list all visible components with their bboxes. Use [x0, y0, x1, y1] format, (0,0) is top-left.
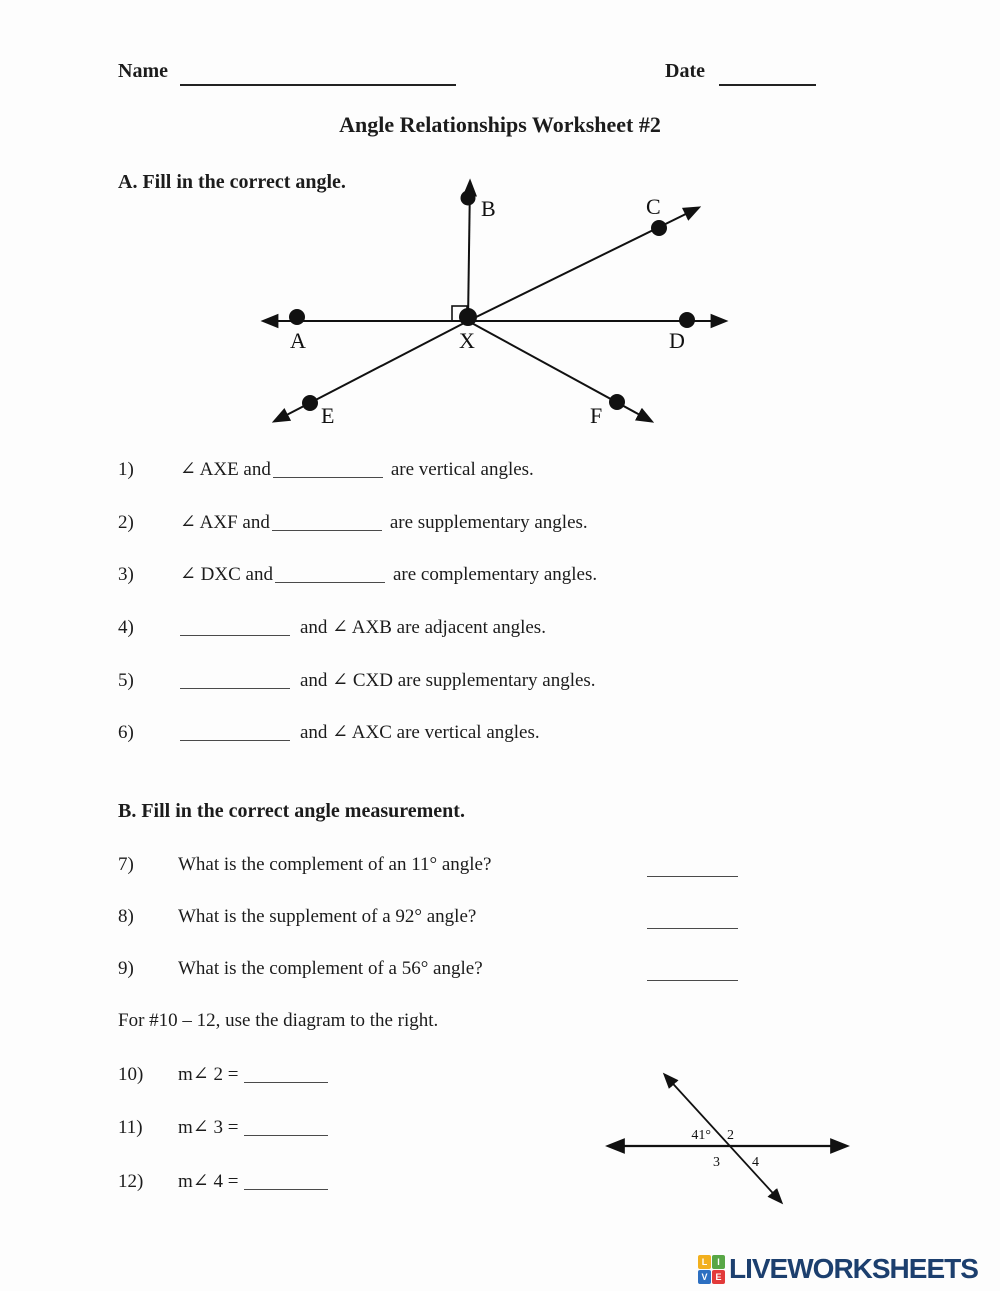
date-label: Date: [665, 60, 705, 82]
question-post-text: and ∠ AXB are adjacent angles.: [300, 617, 546, 638]
point-E-label: E: [321, 403, 335, 428]
question-number: 11): [118, 1117, 143, 1138]
page-title: Angle Relationships Worksheet #2: [339, 112, 661, 137]
question-text: What is the complement of a 56° angle?: [178, 958, 483, 979]
angle-2-label: 2: [727, 1128, 734, 1143]
question-number: 6): [118, 722, 134, 743]
question-number: 5): [118, 670, 134, 691]
answer-blank[interactable]: [180, 688, 290, 689]
transversal-line: [665, 1075, 781, 1202]
question-number: 12): [118, 1171, 144, 1192]
angle-diagram: [230, 160, 760, 445]
question-4: [118, 616, 878, 639]
question-text: What is the supplement of a 92° angle?: [178, 906, 477, 927]
question-text: m∠ 4 =: [178, 1171, 239, 1192]
name-blank-line[interactable]: [180, 84, 456, 86]
question-2: [118, 511, 878, 534]
point-B-label: B: [481, 196, 496, 221]
question-post-text: are vertical angles.: [390, 459, 534, 480]
point-A-label: A: [290, 328, 306, 353]
question-post-text: are complementary angles.: [392, 564, 598, 585]
answer-blank[interactable]: [244, 1189, 328, 1190]
answer-line-8[interactable]: [647, 928, 738, 929]
question-post-text: are supplementary angles.: [389, 512, 588, 533]
answer-blank[interactable]: [272, 530, 382, 531]
point-X-label: X: [459, 328, 475, 353]
angle-4-label: 4: [752, 1155, 759, 1170]
question-pre-text: ∠ DXC and: [180, 564, 273, 585]
point-D-dot: [679, 312, 695, 328]
answer-blank[interactable]: [180, 740, 290, 741]
icon-letter-l: L: [698, 1255, 711, 1269]
icon-letter-e: E: [712, 1270, 725, 1284]
point-E-dot: [302, 395, 318, 411]
question-number: 3): [118, 564, 134, 585]
point-B-dot: [461, 191, 476, 206]
question-3: [118, 563, 878, 586]
question-number: 10): [118, 1064, 144, 1085]
icon-letter-v: V: [698, 1270, 711, 1284]
question-post-text: and ∠ CXD are supplementary angles.: [300, 670, 596, 691]
question-6: [118, 721, 878, 744]
point-C-label: C: [646, 194, 661, 219]
answer-blank[interactable]: [244, 1135, 328, 1136]
liveworksheets-logo[interactable]: [698, 1252, 978, 1286]
question-8: [118, 906, 878, 928]
answer-blank[interactable]: [244, 1082, 328, 1083]
answer-blank[interactable]: [273, 477, 383, 478]
answer-blank[interactable]: [275, 582, 385, 583]
question-1: [118, 458, 878, 481]
question-text: What is the complement of an 11° angle?: [178, 854, 492, 875]
question-number: 9): [118, 958, 134, 979]
point-F-dot: [609, 394, 625, 410]
date-blank-line[interactable]: [719, 84, 816, 86]
point-C-dot: [651, 220, 667, 236]
question-5: [118, 669, 878, 692]
angle-41-label: 41°: [691, 1128, 711, 1143]
question-number: 4): [118, 617, 134, 638]
intersecting-lines-diagram: [590, 1058, 860, 1213]
answer-blank[interactable]: [180, 635, 290, 636]
point-X-dot: [459, 308, 477, 326]
section-b-heading: B. Fill in the correct angle measurement.: [118, 800, 465, 822]
icon-letter-i: I: [712, 1255, 725, 1269]
question-number: 1): [118, 459, 134, 480]
question-post-text: and ∠ AXC are vertical angles.: [300, 722, 540, 743]
question-9: [118, 958, 878, 980]
point-D-label: D: [669, 328, 685, 353]
question-pre-text: ∠ AXF and: [180, 512, 270, 533]
section-a-heading: A. Fill in the correct angle.: [118, 171, 346, 193]
question-number: 8): [118, 906, 134, 927]
answer-line-7[interactable]: [647, 876, 738, 877]
instruction-note: For #10 – 12, use the diagram to the right.: [118, 1010, 439, 1031]
name-label: Name: [118, 60, 168, 82]
brand-wordmark: LIVEWORKSHEETS: [729, 1253, 978, 1284]
liveworksheets-grid-icon: [698, 1255, 725, 1284]
question-number: 7): [118, 854, 134, 875]
point-A-dot: [289, 309, 305, 325]
question-text: m∠ 2 =: [178, 1064, 239, 1085]
point-F-label: F: [590, 403, 603, 428]
answer-line-9[interactable]: [647, 980, 738, 981]
question-number: 2): [118, 512, 134, 533]
question-text: m∠ 3 =: [178, 1117, 239, 1138]
question-pre-text: ∠ AXE and: [180, 459, 271, 480]
angle-3-label: 3: [713, 1155, 720, 1170]
question-7: [118, 854, 878, 876]
